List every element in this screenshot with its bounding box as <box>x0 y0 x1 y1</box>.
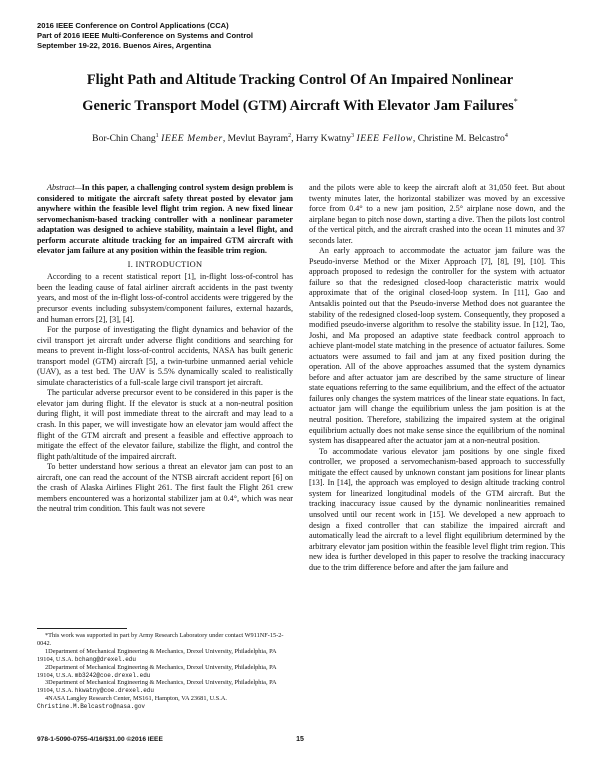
left-paragraph-4: To better understand how serious a threat an elevator jam can post to an aircraft, one can read the account of the NTSB aircraft accident report [6] on the crash of Alaska Airlines Flight 261. The first fault the Flight 261 crew members encountered was a horizontal stabilizer jam at 0.4°, which was near the neutral trim condition. This fault was not severe <box>37 462 293 514</box>
title-line-2: Generic Transport Model (GTM) Aircraft With Elevator Jam Failures <box>82 97 514 114</box>
left-paragraph-2: For the purpose of investigating the flight dynamics and behavior of the civil transport jet aircraft under adverse flight conditions and searching for means to prevent in-flight loss-of-control accidents, NASA has built generic transport model (GTM) aircraft [5], a twin-turbine unmanned aerial vehicle (UAV), as a test bed. The UAV is 5.5% dynamically scaled to realistically simulate characteristics of a full-scale large civil transport jet aircraft. <box>37 325 293 387</box>
author-2-sup: 2 <box>288 133 292 139</box>
footnote-3 <box>37 679 293 695</box>
abstract: Abstract—In this paper, a challenging control system design problem is considered to mitigate the aircraft safety threat posted by elevator jam anywhere within the feasible level flight trim region. A new fixed linear servomechanism-based tracking controller with a nonlinear parameter adaptation was designed to achieve stability, maintain a level flight, and perform accurate altitude tracking for an impaired GTM aircraft with elevator jam failure at any position within the feasible trim region. <box>37 183 293 256</box>
author-1-sup: 1 <box>155 133 159 139</box>
author-list: Bor-Chin Chang$^1$ IEEE Member, Mevlut Bayram$^2$, Harry Kwatny$^3$ IEEE Fellow, Christine M. Belcastro$^4$ <box>92 133 508 145</box>
conference-line-2: Part of 2016 IEEE Multi-Conference on Systems and Control <box>37 31 254 41</box>
right-paragraph-1: and the pilots were able to keep the aircraft aloft at 31,050 feet. But about twenty minutes later, the horizontal stabilizer was moved by an excessive force from 0.4° to a new jam position, 2.5° airplane nose down, and the airplane began to pitch nose down, starting a dive. Then the pilots lost control of the vertical pitch, and the aircraft crashed into the ocean 11 minutes and 37 seconds later. <box>309 183 565 245</box>
right-column <box>309 183 565 573</box>
footnote-1-text: 1Department of Mechanical Engineering & Mechanics, Drexel University, Philadelphia, PA 19104, U.S.A. <box>37 647 277 663</box>
left-column <box>37 183 293 515</box>
author-1: Bor-Chin Chang <box>92 133 156 145</box>
author-3-sup: 3 <box>351 133 355 139</box>
footnote-1 <box>37 648 293 664</box>
conference-header <box>37 21 253 52</box>
footnote-1-email: bchang@drexel.edu <box>74 655 137 663</box>
footnote-4-text: 4NASA Langley Research Center, MS161, Hampton, VA 23681, U.S.A. <box>45 695 227 703</box>
section-heading-introduction: I. INTRODUCTION <box>127 259 203 269</box>
abstract-text: In this paper, a challenging control system design problem is considered to mitigate the aircraft safety threat posted by elevator jam anywhere within the feasible level flight trim region. A new fixed linear servomechanism-based tracking controller with a nonlinear parameter adaptation was designed to achieve stability, maintain a level flight, and perform accurate altitude tracking for an impaired GTM aircraft with elevator jam failure at any position within the feasible trim region. <box>37 183 293 256</box>
footnote-2 <box>37 664 293 680</box>
conference-line-1: 2016 IEEE Conference on Control Applications (CCA) <box>37 21 229 30</box>
footnote-funding: *This work was supported in part by Army Research Laboratory under contact W911NF-15-2-0042. <box>37 632 284 647</box>
footnotes <box>37 628 293 711</box>
conference-line-3: September 19-22, 2016. Buenos Aires, Argentina <box>37 41 212 51</box>
title-line-2-wrap <box>40 91 560 117</box>
footer-isbn: 978-1-5090-0755-4/16/$31.00 ©2016 IEEE <box>37 736 163 743</box>
author-2: Mevlut Bayram <box>227 133 289 145</box>
abstract-lead: Abstract <box>47 183 75 192</box>
left-paragraph-1: According to a recent statistical report [1], in-flight loss-of-control has been the leading cause of fatal airliner aircraft accidents in the past twenty years, and most of the in-flight loss-of-control accidents were triggered by the precursor events including subsystem/component failures, external hazards, and human errors [2], [3], [4]. <box>37 272 293 324</box>
title-line-1: Flight Path and Altitude Tracking Control Of An Impaired Nonlinear <box>86 72 514 88</box>
footnote-2-email: mb3242@coe.drexel.edu <box>74 671 151 679</box>
left-paragraph-3: The particular adverse precursor event to be considered in this paper is the elevator jam during flight. If the elevator is stuck at a non-neutral position during flight, it will post immediate threat to the aircraft and may lead to a crash. In this paper, we will investigate how an elevator jam would affect the flight of the GTM aircraft and present a feasible and effective approach to mitigate the effect of the elevator failure, stabilize the flight, and control the flight path/altitude of the impaired aircraft. <box>37 388 293 461</box>
footnote-rule <box>37 628 127 629</box>
title-footnote-mark: * <box>513 97 518 106</box>
paper-title <box>40 70 560 117</box>
footnote-2-text: 2Department of Mechanical Engineering & Mechanics, Drexel University, Philadelphia, PA 19104, U.S.A. <box>37 663 277 679</box>
footnote-3-email: hkwatny@coe.drexel.edu <box>74 687 155 695</box>
author-4-sup: 4 <box>504 133 508 139</box>
author-1-role: IEEE Member <box>161 133 223 145</box>
footnote-3-text: 3Department of Mechanical Engineering & Mechanics, Drexel University, Philadelphia, PA 19104, U.S.A. <box>37 679 277 695</box>
footnote-4-email: Christine.M.Belcastro@nasa.gov <box>37 703 146 711</box>
page-number: 15 <box>296 736 304 743</box>
author-4: Christine M. Belcastro <box>417 133 505 145</box>
right-paragraph-3: To accommodate various elevator jam positions by one single fixed controller, we proposed a servomechanism-based approach to successfully mitigate the effect caused by unknown constant jam positions for linear plants [13]. In [14], the approach was employed to design altitude tracking control system for linearized longitudinal models of the GTM aircraft. But the tracking inaccuracy issue caused by the dynamic nonlinearities remained unsolved until our recent work in [15]. We developed a new approach to design a fixed controller that can stabilize the impaired aircraft and automatically lead the aircraft to a level flight equilibrium determined by the arbitrary elevator jam position within the feasible level flight trim region. This new idea is further developed in this paper to resolve the tracking inaccuracy due to the trim difference before and after the jam failure and <box>309 446 565 572</box>
right-paragraph-2: An early approach to accommodate the actuator jam failure was the Pseudo-inverse Method or the Mixer Approach [7], [8], [9], [10]. This approach proposed to redesign the controller for the system with actuator failure so that the redesigned closed-loop characteristic matrix would approximate that of the original closed-loop system. In [11], Gao and Antsaklis pointed out that the Pseudo-inverse Method does not guarantee the stability of the redesigned closed-loop system. Consequently, they proposed a modified pseudo-inverse algorithm to resolve the stability issue. In [12], Tao, Joshi, and Ma proposed an adaptive state feedback control approach to achieve plant-model state matching in the presence of actuator failures. Some actuators were assumed to fail and jam at any fixed position during the operation. All of the above approaches assumed that the system dynamics before and after actuator jam are described by the same structure of linear state equations referring to the same equilibrium, and the effect of the actuator failures only changes the system matrices of the linear state equations. In fact, actuator jam will change the equilibrium unless the jam position is at the neutral position. Therefore, stabilizing the impaired system at the original equilibrium actually does not make sense since the equilibrium of the nominal system has disappeared after the actuator jam at a non-neutral position. <box>309 246 565 446</box>
footnote-4 <box>37 695 293 711</box>
author-3-role: IEEE Fellow <box>356 133 413 145</box>
author-3: Harry Kwatny <box>295 133 352 145</box>
